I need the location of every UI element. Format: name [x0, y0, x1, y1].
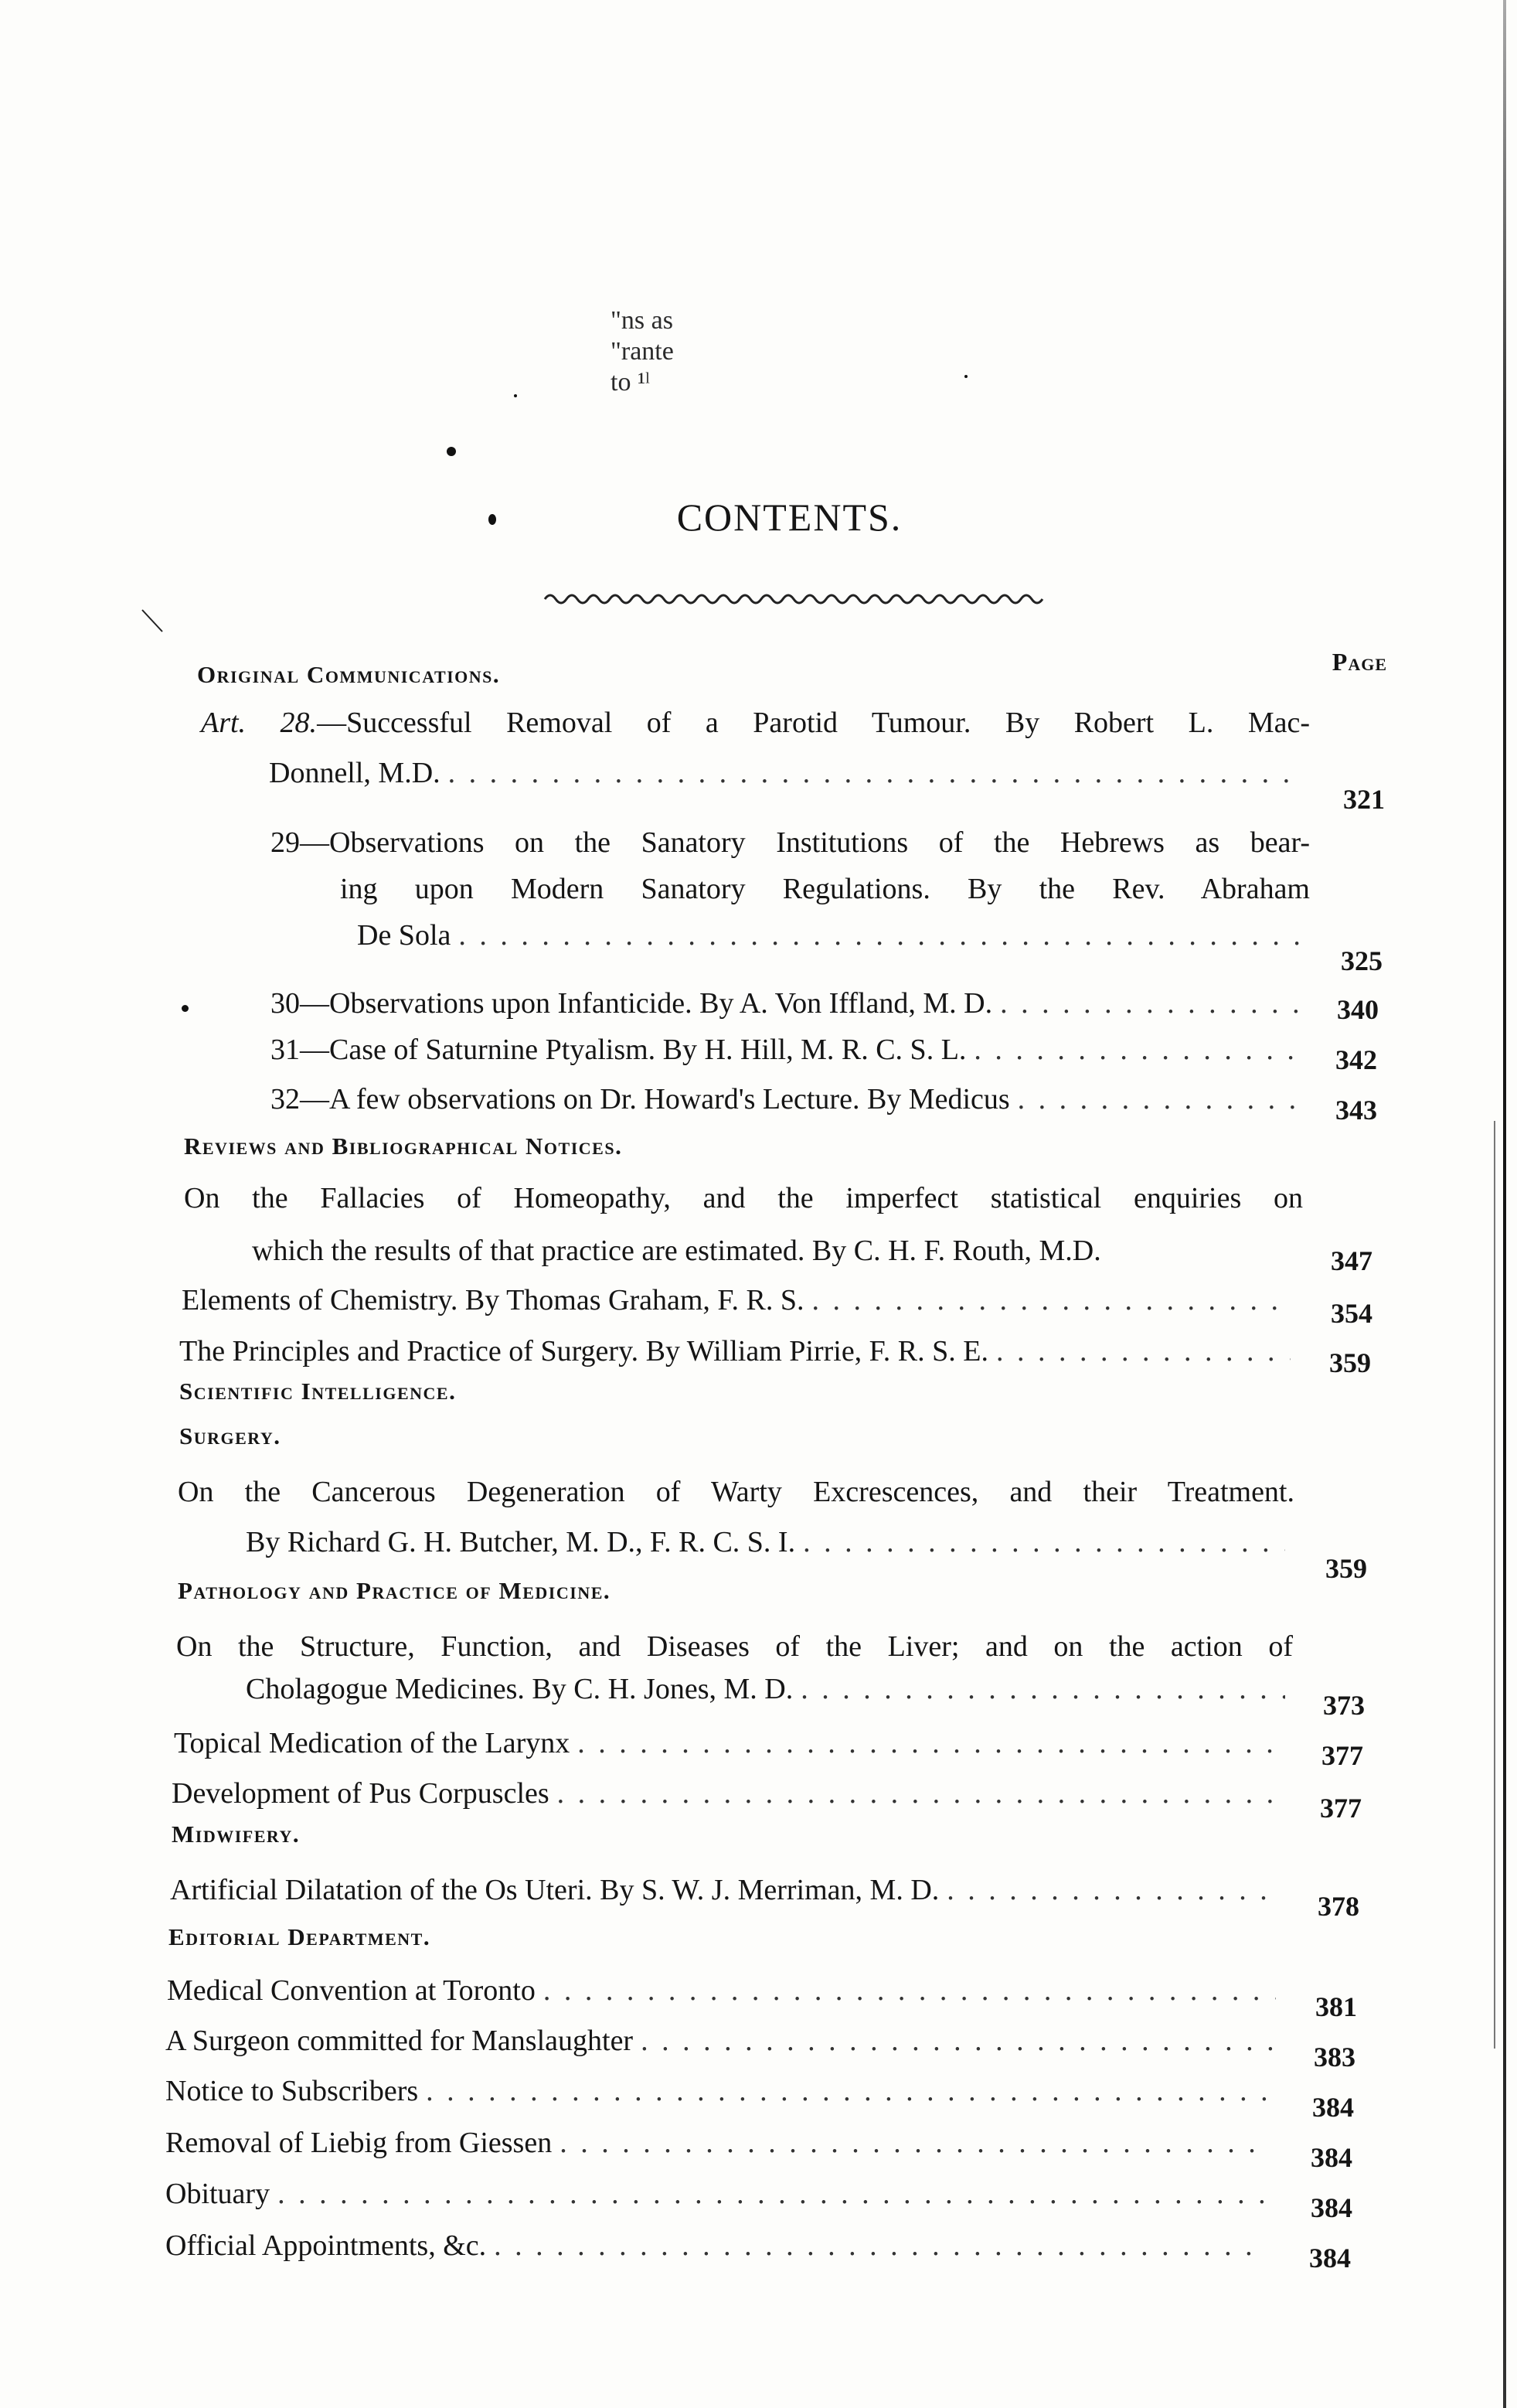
toc-entry-continuation: [246, 1666, 1293, 1712]
section-heading: Midwifery.: [172, 1820, 301, 1848]
page-number: 384: [1309, 2243, 1351, 2273]
toc-entry-continuation: [357, 912, 1308, 959]
section-heading: Pathology and Practice of Medicine.: [178, 1577, 611, 1604]
leader-dots: [1018, 1076, 1298, 1122]
page-number: 340: [1337, 994, 1379, 1025]
entry-line: [357, 912, 1308, 959]
page-number: 384: [1312, 2092, 1354, 2123]
entry-line: [165, 2018, 1282, 2064]
entry-line: [182, 1277, 1301, 1323]
entry-title: —Case of Saturnine Ptyalism. By H. Hill, M. R. C. S. L.: [300, 1034, 967, 1066]
page-edge-inner: [1494, 1121, 1495, 2049]
entry-title: On the Fallacies of Homeopathy, and the imperfect statistical enquiries on: [184, 1182, 1303, 1214]
section-heading: Scientific Intelligence.: [179, 1378, 457, 1405]
entry-title: Artificial Dilatation of the Os Uteri. By S. W. J. Merriman, M. D.: [170, 1874, 940, 1906]
leader-dots: [641, 2018, 1274, 2064]
leader-dots: [458, 912, 1300, 959]
fragment-line: "rante: [611, 337, 674, 366]
page-number: 384: [1311, 2142, 1352, 2173]
toc-entry-continuation: [269, 750, 1308, 796]
entry-line: [170, 1867, 1287, 1913]
entry-title: —Observations on the Sanatory Institutions of the Hebrews as bear-: [300, 826, 1310, 859]
toc-entry-continuation: [340, 866, 1310, 912]
entry-title: On the Structure, Function, and Diseases of the Liver; and on the action of: [176, 1630, 1293, 1663]
section-heading: Surgery.: [179, 1422, 281, 1449]
entry-title: Medical Convention at Toronto: [167, 1974, 536, 2007]
toc-entry: [270, 819, 1310, 866]
toc-entry: [182, 1277, 1301, 1323]
toc-entry: [165, 2120, 1278, 2166]
entry-title: —A few observations on Dr. Howard's Lecture. By Medicus: [300, 1083, 1010, 1115]
toc-entry: [165, 2068, 1282, 2114]
toc-entry: [165, 2171, 1277, 2217]
entry-title: Topical Medication of the Larynx: [174, 1727, 570, 1759]
leader-dots: [448, 750, 1301, 796]
page-number: 321: [1343, 784, 1385, 815]
page-number: 384: [1311, 2192, 1352, 2223]
entry-title: —Successful Removal of a Parotid Tumour. By Robert L. Mac-: [317, 707, 1310, 739]
entry-title: Donnell, M.D.: [269, 757, 440, 789]
entry-line: [184, 1175, 1303, 1221]
entry-line: [246, 1519, 1293, 1565]
entry-line: [165, 2068, 1282, 2114]
entry-line: [165, 2222, 1275, 2269]
page-number: 325: [1341, 945, 1383, 976]
toc-entry: [179, 1328, 1298, 1374]
entry-line: [270, 1027, 1306, 1073]
leader-dots: [803, 1519, 1285, 1565]
entry-title: Development of Pus Corpuscles: [172, 1777, 549, 1810]
toc-entry: [201, 700, 1310, 746]
page-number: 381: [1315, 1991, 1357, 2022]
entry-title: —Observations upon Infanticide. By A. Von Iffland, M. D.: [300, 987, 993, 1020]
leader-dots: [557, 1770, 1281, 1817]
entry-line: [174, 1720, 1291, 1766]
page-number: 354: [1331, 1298, 1372, 1329]
entry-prefix: 30: [270, 987, 300, 1020]
entry-title: Elements of Chemistry. By Thomas Graham, F. R. S.: [182, 1284, 804, 1316]
toc-entry: [178, 1469, 1294, 1515]
leader-dots: [543, 1967, 1276, 2014]
toc-entry: [174, 1720, 1291, 1766]
entry-line: [178, 1469, 1294, 1515]
toc-entry: [167, 1967, 1284, 2014]
leader-dots: [801, 1666, 1285, 1712]
page-number: 342: [1335, 1044, 1377, 1075]
entry-line: [167, 1967, 1284, 2014]
leader-dots: [947, 1867, 1279, 1913]
entry-prefix: 31: [270, 1034, 300, 1066]
entry-title: By Richard G. H. Butcher, M. D., F. R. C. S. I.: [246, 1526, 796, 1558]
entry-line: [179, 1328, 1298, 1374]
entry-line: [270, 819, 1310, 866]
toc-entry-continuation: [252, 1228, 1334, 1274]
entry-title: ing upon Modern Sanatory Regulations. By the Rev. Abraham: [340, 873, 1310, 905]
entry-title: The Principles and Practice of Surgery. By William Pirrie, F. R. S. E.: [179, 1335, 988, 1367]
section-heading: Editorial Department.: [168, 1923, 431, 1950]
leader-dots: [277, 2171, 1269, 2217]
entry-prefix: 29: [270, 826, 300, 859]
toc-entry: [270, 980, 1306, 1027]
page-number: 383: [1314, 2042, 1355, 2073]
wavy-rule: [541, 588, 1051, 611]
leader-dots: [577, 1720, 1283, 1766]
page-number: 377: [1321, 1740, 1363, 1771]
entry-line: [201, 700, 1310, 746]
section-heading: Original Communications.: [197, 661, 501, 688]
entry-title: A Surgeon committed for Manslaughter: [165, 2025, 634, 2057]
entry-line: [269, 750, 1308, 796]
toc-entry: [176, 1623, 1293, 1670]
entry-title: Cholagogue Medicines. By C. H. Jones, M. D.: [246, 1673, 794, 1705]
toc-entry: [165, 2018, 1282, 2064]
toc-entry-continuation: [246, 1519, 1293, 1565]
leader-dots: [996, 1328, 1291, 1374]
page-number: 347: [1331, 1245, 1372, 1276]
entry-title: which the results of that practice are estimated. By C. H. F. Routh, M.D.: [252, 1235, 1101, 1267]
page-number: 373: [1323, 1690, 1365, 1721]
entry-title: Official Appointments, &c.: [165, 2229, 487, 2262]
leader-dots: [811, 1277, 1293, 1323]
bleed-through-fragment: [611, 305, 674, 398]
leader-dots: [974, 1027, 1298, 1073]
leader-dots: [560, 2120, 1270, 2166]
page-number: 378: [1318, 1891, 1359, 1922]
page-number: 359: [1329, 1347, 1371, 1378]
leader-dots: [494, 2222, 1267, 2269]
toc-entry: [165, 2222, 1275, 2269]
entry-prefix: Art. 28.: [201, 707, 318, 739]
toc-entry: [184, 1175, 1303, 1221]
entry-line: [270, 1076, 1306, 1122]
entry-title: De Sola: [357, 919, 451, 952]
leader-dots: [426, 2068, 1274, 2114]
page-edge: [1503, 0, 1506, 2408]
entry-line: [252, 1228, 1334, 1274]
toc-entry: [172, 1770, 1288, 1817]
entry-prefix: 32: [270, 1083, 300, 1115]
entry-line: [165, 2171, 1277, 2217]
entry-title: Removal of Liebig from Giessen: [165, 2127, 553, 2159]
entry-line: [246, 1666, 1293, 1712]
entry-title: Notice to Subscribers: [165, 2075, 419, 2107]
fragment-line: to ¹ˡ: [611, 368, 650, 397]
entry-title: On the Cancerous Degeneration of Warty Excrescences, and their Treatment.: [178, 1476, 1294, 1508]
entry-line: [270, 980, 1306, 1027]
leader-dots: [1000, 980, 1298, 1027]
page-number: 359: [1325, 1553, 1367, 1584]
toc-entry: [270, 1027, 1306, 1073]
page-column-heading: Page: [1332, 648, 1387, 676]
page-number: 377: [1320, 1793, 1362, 1824]
entry-line: [172, 1770, 1288, 1817]
entry-title: Obituary: [165, 2178, 270, 2210]
stray-mark: [139, 607, 170, 638]
toc-entry: [270, 1076, 1306, 1122]
page-title: CONTENTS.: [676, 496, 903, 539]
entry-line: [176, 1623, 1293, 1670]
entry-line: [340, 866, 1310, 912]
toc-entry: [170, 1867, 1287, 1913]
fragment-line: "ns as: [611, 306, 673, 335]
section-heading: Reviews and Bibliographical Notices.: [184, 1132, 623, 1160]
page-number: 343: [1335, 1095, 1377, 1126]
entry-line: [165, 2120, 1278, 2166]
